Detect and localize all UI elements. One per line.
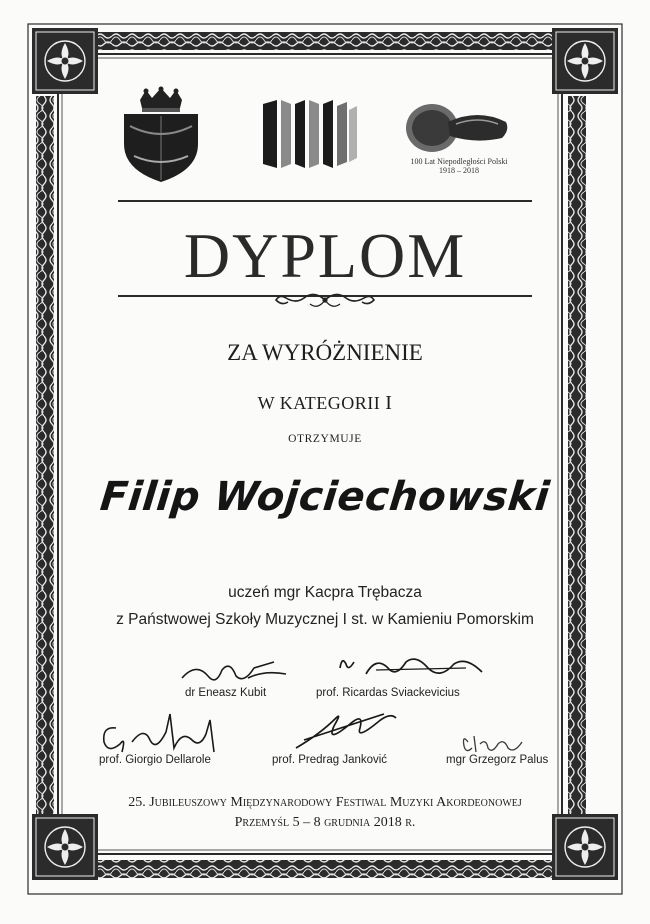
flourish-ornament [274,288,376,312]
receives-line: OTRZYMUJE [288,433,362,445]
category-prefix: W KATEGORII [257,393,381,413]
signature-1 [178,656,290,690]
signature-3 [96,708,236,758]
signatory-name-3: prof. Giorgio Dellarole [99,754,211,766]
corner-ornament-top-left [32,28,98,94]
school-crest-logo [118,86,204,186]
category-number: I [385,392,393,414]
diploma-title: DYPLOM [183,220,467,291]
signatory-name-2: prof. Ricardas Sviackevicius [316,687,460,699]
recipient-name: Filip Wojciechowski [98,474,552,520]
badge-caption: 100 Lat Niepodległości Polski 1918 – 2018 [410,157,508,175]
category-line [0,392,650,415]
teacher-line: uczeń mgr Kacpra Trębacza [228,584,422,601]
signature-4 [290,704,400,754]
signature-2 [336,650,486,690]
signatory-name-1: dr Eneasz Kubit [185,687,267,699]
stripes-logo [263,98,358,170]
festival-dates: Przemyśl 5 – 8 grudnia 2018 r. [234,815,416,830]
signatory-name-5: mgr Grzegorz Palus [446,754,549,766]
award-line: ZA WYRÓŻNIENIE [227,340,423,365]
signatory-name-4: prof. Predrag Janković [272,754,388,766]
festival-name: 25. Jubileuszowy Międzynarodowy Festiwal Muzyki Akordeonowej [128,795,522,810]
corner-ornament-top-right [552,28,618,94]
school-line: z Państwowej Szkoły Muzycznej I st. w Kamieniu Pomorskim [116,611,534,628]
top-rule [118,200,532,202]
